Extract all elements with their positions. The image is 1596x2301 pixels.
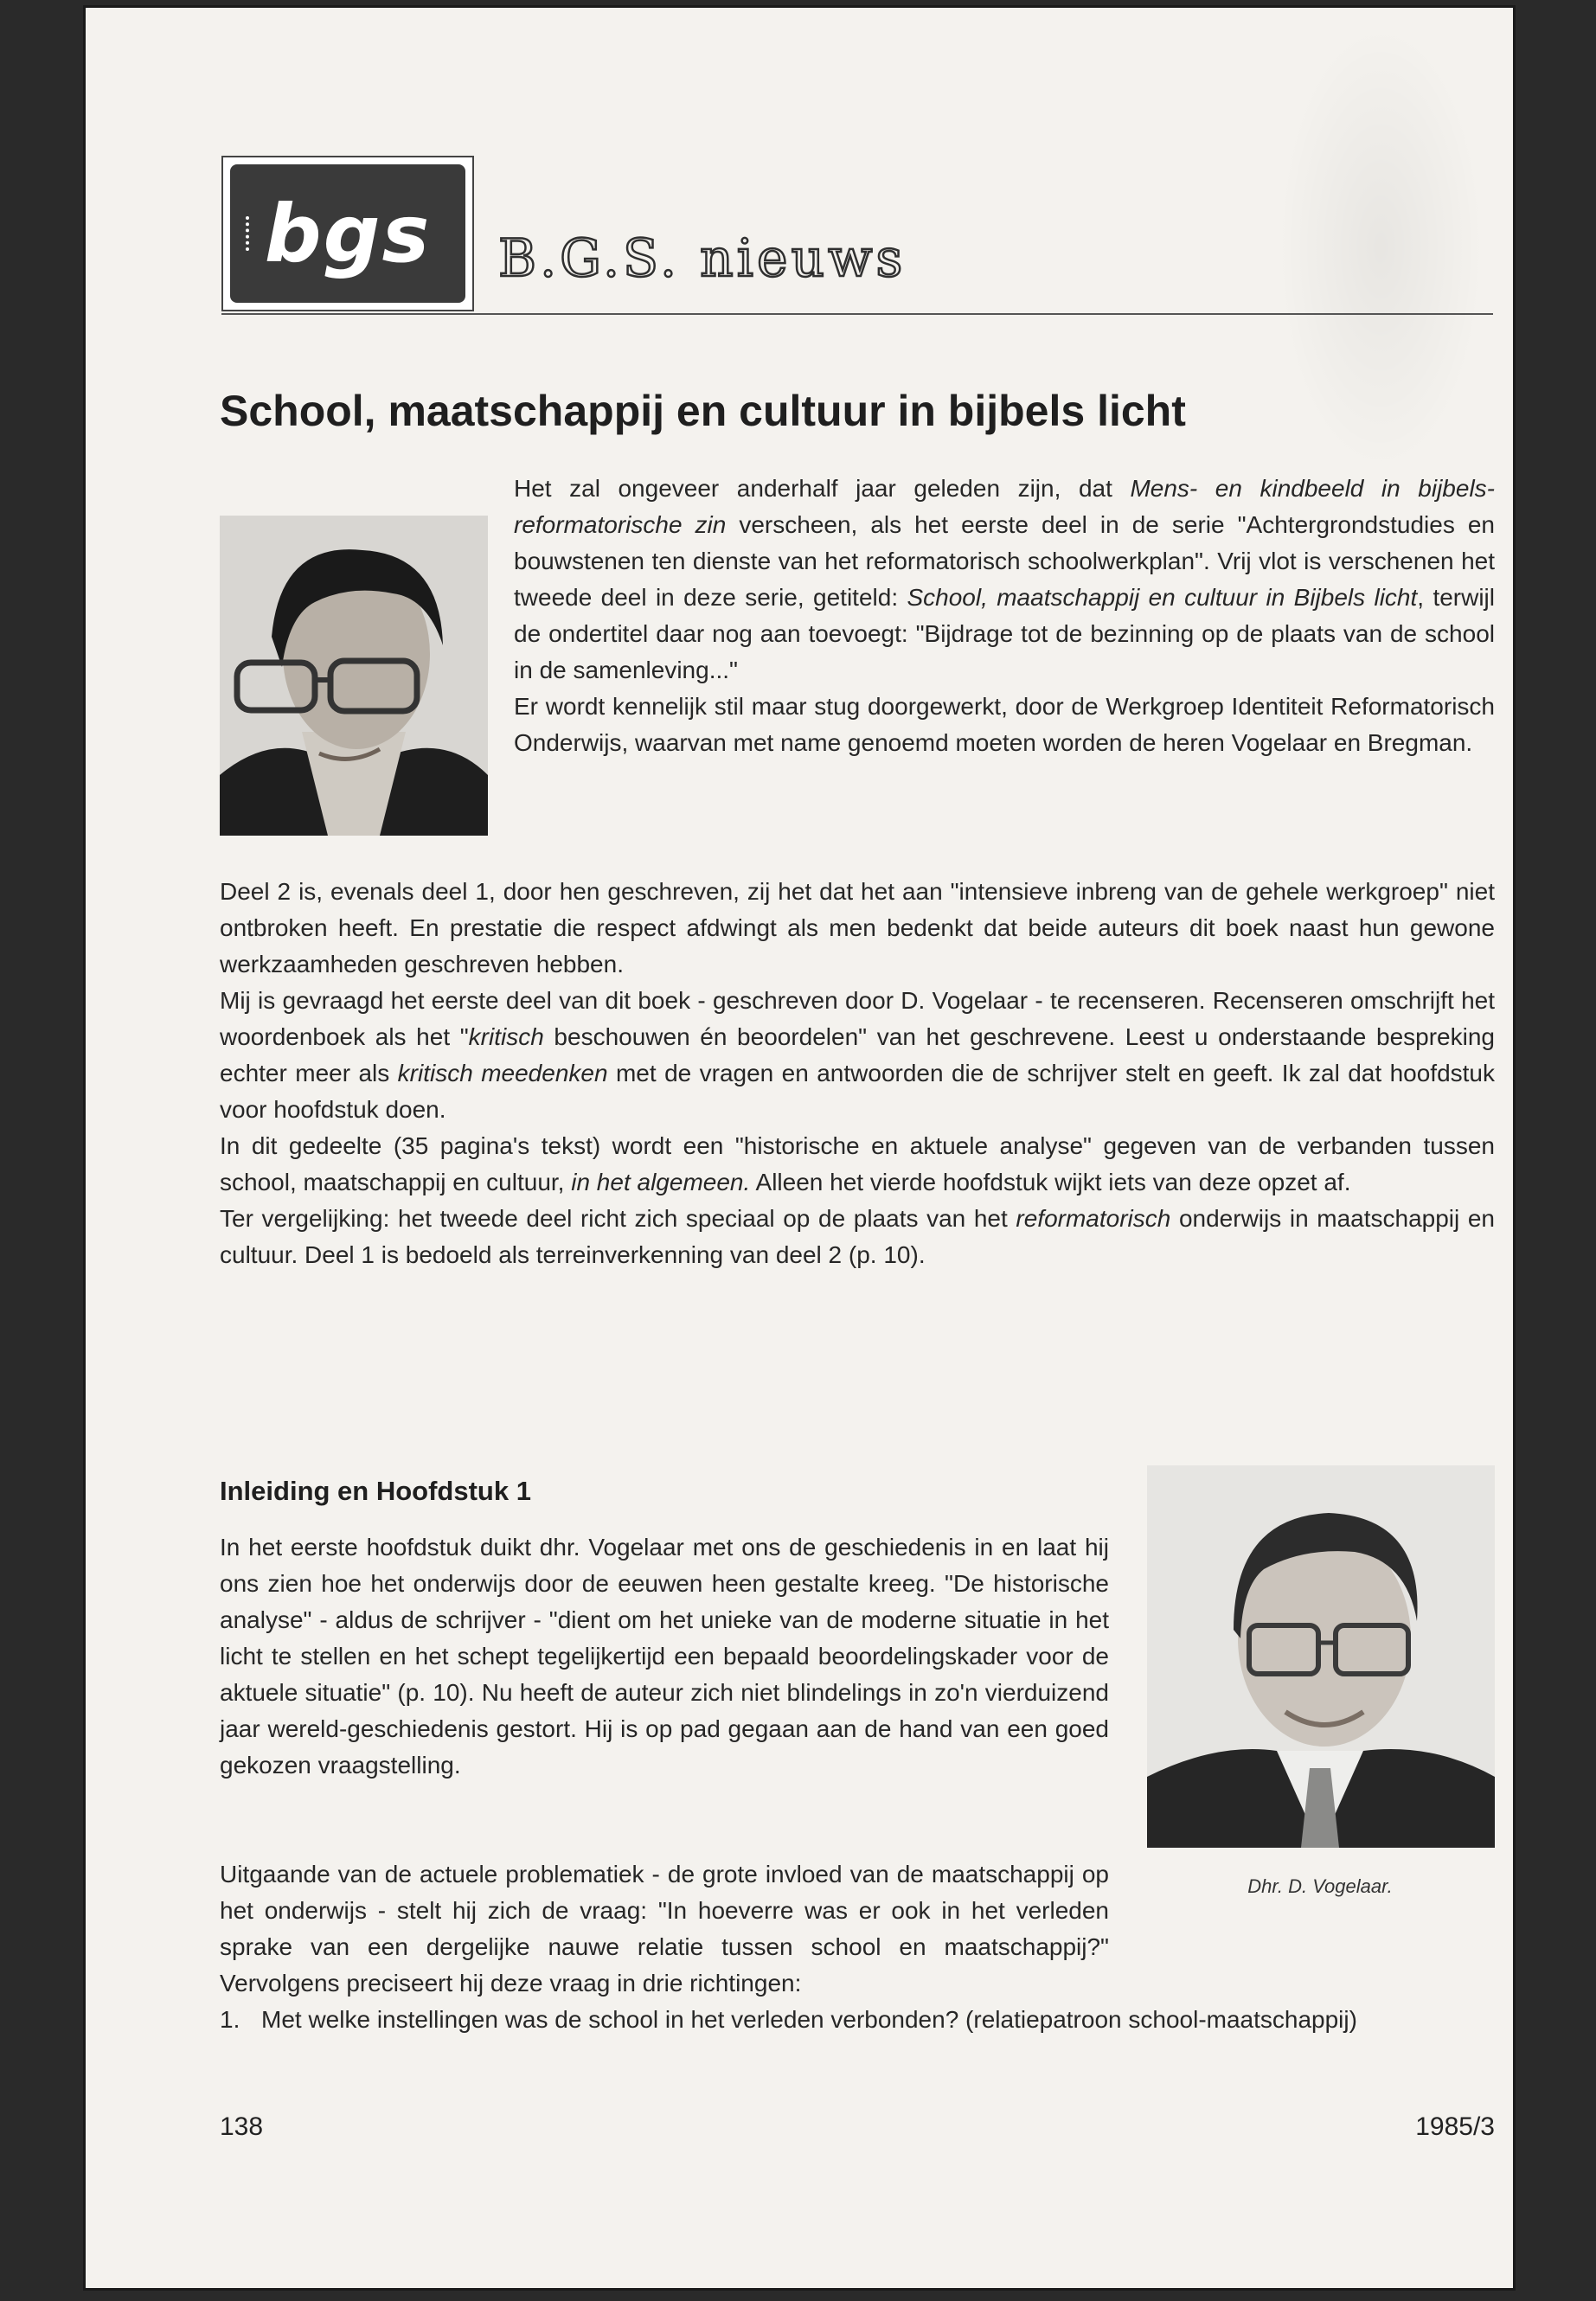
italic-phrase: kritisch meedenken bbox=[397, 1060, 608, 1086]
masthead-title: B.G.S. nieuws bbox=[498, 228, 907, 289]
questions-lead: Uitgaande van de actuele problematiek - de grote invloed van de maatschappij op het onderwijs - stelt hij zich de vraag: "In hoeverre was er ook in het verleden sprake van een dergelijke nauwe relatie tussen school en maatschappij?" Vervolgens preciseert hij deze vraag in drie richtingen: bbox=[220, 1861, 1109, 1997]
vogelaar-portrait-photo bbox=[1147, 1465, 1495, 1848]
bgs-logo bbox=[221, 156, 474, 311]
italic-phrase: reformatorisch bbox=[1016, 1205, 1171, 1232]
question-list bbox=[220, 2002, 1495, 2038]
list-item bbox=[220, 2002, 1495, 2038]
text-run: , terwijl de ondertitel daar nog aan toevoegt: "Bijdrage tot de bezinning op de plaats van de school in de samenleving..." bbox=[514, 584, 1495, 683]
magazine-page bbox=[83, 5, 1516, 2291]
header-rule bbox=[221, 313, 1493, 315]
text-run: Deel 2 is, evenals deel 1, door hen geschreven, zij het dat het aan "intensieve inbreng van de gehele werkgroep" niet ontbroken heeft. En prestatie die respect afdwingt als men bedenkt dat beide auteurs dit boek naast hun gewone werkzaamheden geschreven hebben. bbox=[220, 878, 1495, 977]
intro-paragraph-text bbox=[514, 471, 1495, 689]
chapter1-text: In het eerste hoofdstuk duikt dhr. Vogelaar met ons de geschiedenis in en laat hij ons zien hoe het onderwijs door de eeuwen heen gestalte kreeg. "De historische analyse" - aldus de schrijver - "dient om het unieke van de moderne situatie in het licht te stellen en het schept tegelijkertijd een bepaald beoordelingskader voor de aktuele situatie" (p. 10). Nu heeft de auteur zich niet blindelings in zo'n vierduizend jaar wereld-geschiedenis gestort. Hij is op pad gegaan aan de hand van een goed gekozen vraagstelling. bbox=[220, 1534, 1109, 1779]
page-number: 138 bbox=[220, 2112, 264, 2141]
italic-phrase: School, maatschappij en cultuur in Bijbels licht bbox=[907, 584, 1418, 611]
text-run: Het zal ongeveer anderhalf jaar geleden zijn, dat bbox=[514, 475, 1131, 502]
photo-caption: Dhr. D. Vogelaar. bbox=[1247, 1875, 1393, 1897]
bgs-logo-plate bbox=[230, 164, 465, 303]
issue-number: 1985/3 bbox=[1415, 2112, 1495, 2141]
text-run: Ter vergelijking: het tweede deel richt zich speciaal op de plaats van het bbox=[220, 1205, 1016, 1232]
portrait-young-man-icon bbox=[220, 516, 488, 836]
body-paragraph bbox=[220, 1128, 1495, 1201]
italic-phrase: in het algemeen. bbox=[571, 1169, 751, 1195]
body-paragraph bbox=[220, 1201, 1495, 1273]
author-portrait-photo bbox=[220, 516, 488, 836]
text-run: Mij is gevraagd het eerste deel van dit boek - geschreven door D. Vogelaar - te recenseren. Recenseren omschrijft het woordenboek als het " bbox=[220, 987, 1495, 1050]
italic-phrase: Mens- en kindbeeld in bijbels-reformatorische zin bbox=[514, 475, 1495, 538]
list-item-text: Met welke instellingen was de school in het verleden verbonden? (relatiepatroon school-maatschappij) bbox=[261, 2006, 1357, 2033]
text-run: In dit gedeelte (35 pagina's tekst) wordt een "historische en aktuele analyse" gegeven van de verbanden tussen school, maatschappij en cultuur, bbox=[220, 1132, 1495, 1195]
intro-paragraph bbox=[514, 471, 1495, 761]
questions-paragraph bbox=[220, 1856, 1495, 2038]
intro-paragraph-text bbox=[514, 689, 1495, 761]
text-run: Er wordt kennelijk stil maar stug doorgewerkt, door de Werkgroep Identiteit Reformatorisch Onderwijs, waarvan met name genoemd moeten worden de heren Vogelaar en Bregman. bbox=[514, 693, 1495, 756]
section-heading: Inleiding en Hoofdstuk 1 bbox=[220, 1476, 531, 1506]
chapter1-paragraph bbox=[220, 1529, 1109, 1784]
text-run: onderwijs in maatschappij en cultuur. Deel 1 is bedoeld als terreinverkenning van deel 2 (p. 10). bbox=[220, 1205, 1495, 1268]
article-headline: School, maatschappij en cultuur in bijbels licht bbox=[220, 387, 1186, 435]
text-run: beschouwen én beoordelen" van het geschrevene. Leest u onderstaande bespreking echter meer als bbox=[220, 1023, 1495, 1086]
body-paragraph bbox=[220, 983, 1495, 1128]
body-paragraph bbox=[220, 874, 1495, 983]
list-item-number: 1. bbox=[220, 2006, 240, 2033]
text-run: Alleen het vierde hoofdstuk wijkt iets van deze opzet af. bbox=[750, 1169, 1351, 1195]
logo-dots bbox=[246, 216, 253, 251]
italic-phrase: kritisch bbox=[468, 1023, 544, 1050]
text-run: verscheen, als het eerste deel in de serie "Achtergrondstudies en bouwstenen ten dienste van het reformatorisch schoolwerkplan". Vrij vlot is verschenen het tweede deel in deze serie, getiteld: bbox=[514, 511, 1495, 611]
scan-bleed-through bbox=[1277, 22, 1484, 472]
portrait-man-suit-icon bbox=[1147, 1465, 1495, 1848]
logo-text: bgs bbox=[264, 187, 432, 280]
text-run: met de vragen en antwoorden die de schrijver stelt en geeft. Ik zal dat hoofdstuk voor hoofdstuk doen. bbox=[220, 1060, 1495, 1123]
main-paragraphs bbox=[220, 874, 1495, 1273]
